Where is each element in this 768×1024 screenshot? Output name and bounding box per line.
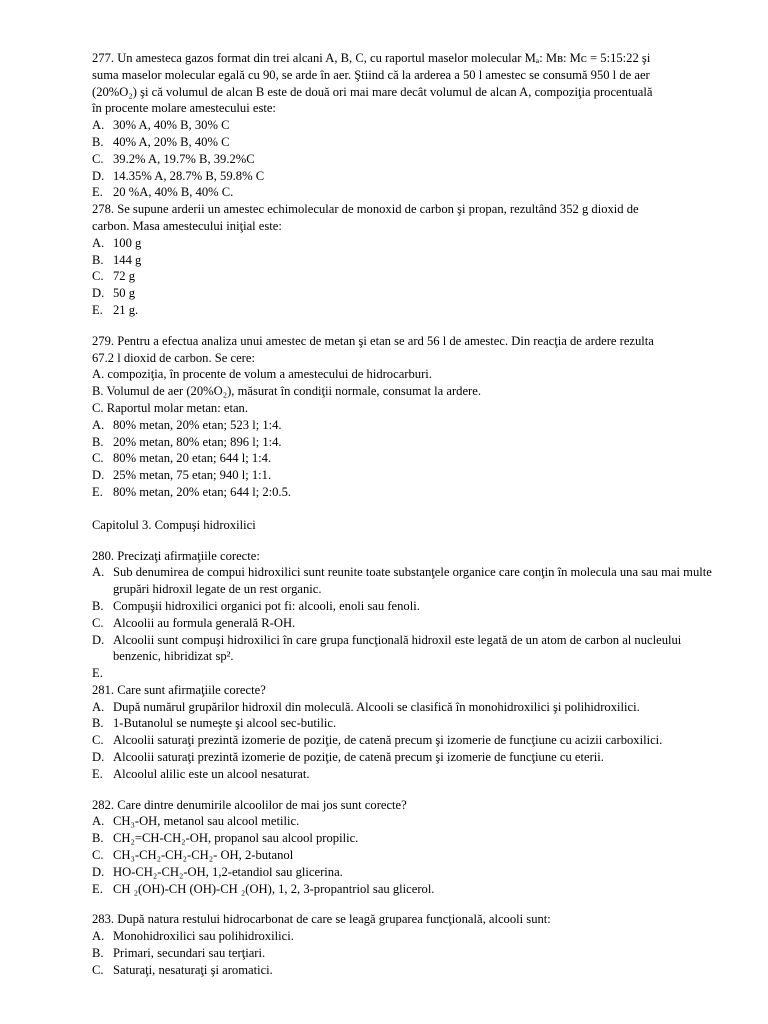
option-letter: D. [92,632,105,647]
answer-option [92,184,732,201]
document-page [92,50,732,979]
question-stem-line: A. compoziţia, în procente de volum a amestecului de hidrocarburi. [92,367,432,382]
option-text: 14.35% A, 28.7% B, 59.8% C [113,168,265,183]
answer-option [92,235,732,252]
option-text: Saturaţi, nesaturaţi şi aromatici. [113,962,273,977]
question-stem-line: (20%O₂) şi că volumul de alcan B este de două ori mai mare decât volumul de alcan A, compoziţia procentuală [92,84,653,99]
option-text: CH₃-OH, metanol sau alcool metilic. [113,814,300,829]
answer-option [92,881,732,898]
spacer [92,897,732,911]
option-text: Monohidroxilici sau polihidroxilici. [113,929,294,944]
answer-option [92,417,732,434]
option-text: 21 g. [113,302,139,317]
question-283 [92,911,732,978]
answer-option [92,564,732,598]
question-stem-line: C. Raportul molar metan: etan. [92,400,248,415]
answer-option [92,864,732,881]
spacer [92,501,732,515]
option-text: 39.2% A, 19.7% B, 39.2%C [113,151,255,166]
option-letter: E. [92,302,103,317]
chapter-title: Capitolul 3. Compuşi hidroxilici [92,517,256,532]
option-text: CH ₂(OH)-CH (OH)-CH ₂(OH), 1, 2, 3-propantriol sau glicerol. [113,881,435,896]
answer-option [92,434,732,451]
question-stem: 281. Care sunt afirmaţiile corecte? [92,682,266,697]
option-text: 72 g [113,269,136,284]
answer-option [92,962,732,979]
option-letter: D. [92,168,105,183]
question-stem: 280. Precizaţi afirmaţiile corecte: [92,548,260,563]
answer-option [92,117,732,134]
question-stem-line: în procente molare amestecului este: [92,101,276,116]
option-letter: B. [92,134,104,149]
answer-option [92,285,732,302]
question-stem-line: 279. Pentru a efectua analiza unui amestec de metan şi etan se ard 56 l de amestec. Din reacţia de ardere rezulta [92,333,654,348]
question-stem-line: suma maselor molecular egală cu 90, se arde în aer. Ştiind că la arderea a 50 l amestec se consumă 950 l de aer [92,67,650,82]
option-letter: C. [92,733,104,748]
answer-option [92,928,732,945]
option-text: Alcoolul alilic este un alcool nesaturat. [113,766,310,781]
option-letter: C. [92,962,104,977]
answer-option [92,598,732,615]
question-278 [92,201,732,319]
option-text: Alcoolii saturaţi prezintă izomerie de poziţie, de catenă precum şi izomerie de funcţiune cu eterii. [113,750,604,765]
question-277 [92,50,732,201]
option-letter: C. [92,615,104,630]
option-letter: D. [92,468,105,483]
question-stem-line: B. Volumul de aer (20%O₂), măsurat în condiţii normale, consumat la ardere. [92,384,481,399]
option-letter: C. [92,848,104,863]
answer-option [92,268,732,285]
option-letter: C. [92,451,104,466]
answer-option [92,252,732,269]
question-stem-line: 277. Un amesteca gazos format din trei alcani A, B, C, cu raportul maselor molecular Mₐ: Mʙ: Mᴄ = 5:15:22 şi [92,51,651,65]
option-letter: E. [92,484,103,499]
answer-option [92,665,732,682]
option-text: Compuşii hidroxilici organici pot fi: alcooli, enoli sau fenoli. [113,598,420,613]
option-letter: B. [92,946,104,961]
question-280 [92,548,732,682]
option-text: 20 %A, 40% B, 40% C. [113,185,234,200]
option-letter: B. [92,598,104,613]
option-text: Alcoolii saturaţi prezintă izomerie de poziţie, de catenă precum şi izomerie de funcţiune cu acizii carboxilici. [113,733,663,748]
option-letter: A. [92,118,105,133]
option-letter: A. [92,814,105,829]
option-letter: A. [92,929,105,944]
option-letter: D. [92,286,105,301]
option-text [113,665,732,682]
answer-option [92,134,732,151]
answer-option [92,847,732,864]
option-text: HO-CH₂-CH₂-OH, 1,2-etandiol sau glicerina. [113,864,343,879]
option-letter: E. [92,185,103,200]
answer-option [92,699,732,716]
option-text: 80% metan, 20 etan; 644 l; 1:4. [113,451,272,466]
answer-option [92,484,732,501]
option-letter: C. [92,269,104,284]
option-text: 144 g [113,252,142,267]
answer-option [92,168,732,185]
option-letter: A. [92,565,105,580]
answer-option [92,151,732,168]
option-text: 20% metan, 80% etan; 896 l; 1:4. [113,434,282,449]
option-text: 40% A, 20% B, 40% C [113,134,230,149]
spacer [92,319,732,333]
option-text: 100 g [113,235,142,250]
option-letter: B. [92,252,104,267]
option-letter: E. [92,666,103,681]
option-letter: E. [92,881,103,896]
answer-option [92,732,732,749]
spacer [92,783,732,797]
question-stem-line: 278. Se supune arderii un amestec echimolecular de monoxid de carbon şi propan, rezultând 352 g dioxid de [92,202,639,217]
option-text: 25% metan, 75 etan; 940 l; 1:1. [113,468,272,483]
option-text: Alcoolii au formula generală R-OH. [113,615,296,630]
option-letter: D. [92,864,105,879]
option-text: Sub denumirea de compui hidroxilici sunt reunite toate substanţele organice care conţin în molecula una sau mai multe grupări hidroxil legate de un rest organic. [113,565,712,597]
question-282 [92,797,732,898]
option-text: 80% metan, 20% etan; 523 l; 1:4. [113,417,282,432]
option-text: 1-Butanolul se numeşte şi alcool sec-butilic. [113,716,337,731]
option-letter: A. [92,235,105,250]
answer-option [92,450,732,467]
question-stem-line: 67.2 l dioxid de carbon. Se cere: [92,350,255,365]
option-text: 50 g [113,286,136,301]
option-text: Primari, secundari sau terţiari. [113,946,266,961]
option-letter: B. [92,831,104,846]
answer-option [92,766,732,783]
option-letter: D. [92,750,105,765]
option-letter: A. [92,417,105,432]
option-letter: E. [92,766,103,781]
question-stem-line: carbon. Masa amestecului iniţial este: [92,218,282,233]
answer-option [92,813,732,830]
question-279 [92,333,732,501]
option-letter: C. [92,151,104,166]
option-text: CH₃-CH₂-CH₂-CH₂- OH, 2-butanol [113,848,294,863]
option-letter: B. [92,716,104,731]
answer-option [92,945,732,962]
question-281 [92,682,732,783]
option-text: Alcoolii sunt compuşi hidroxilici în care grupa funcţională hidroxil este legată de un atom de carbon al nucleului benzenic, hibridizat sp². [113,632,682,664]
option-letter: B. [92,434,104,449]
option-text: 30% A, 40% B, 30% C [113,118,230,133]
answer-option [92,467,732,484]
option-text: 80% metan, 20% etan; 644 l; 2:0.5. [113,484,292,499]
option-letter: A. [92,699,105,714]
question-stem: 283. După natura restului hidrocarbonat de care se leagă gruparea funcţională, alcooli sunt: [92,912,551,927]
option-text: CH₂=CH-CH₂-OH, propanol sau alcool propilic. [113,831,359,846]
option-text: După numărul grupărilor hidroxil din moleculă. Alcooli se clasifică în monohidroxilici şi polihidroxilici. [113,699,640,714]
answer-option [92,715,732,732]
answer-option [92,632,732,666]
question-stem: 282. Care dintre denumirile alcoolilor de mai jos sunt corecte? [92,797,407,812]
answer-option [92,302,732,319]
answer-option [92,830,732,847]
answer-option [92,615,732,632]
answer-option [92,749,732,766]
